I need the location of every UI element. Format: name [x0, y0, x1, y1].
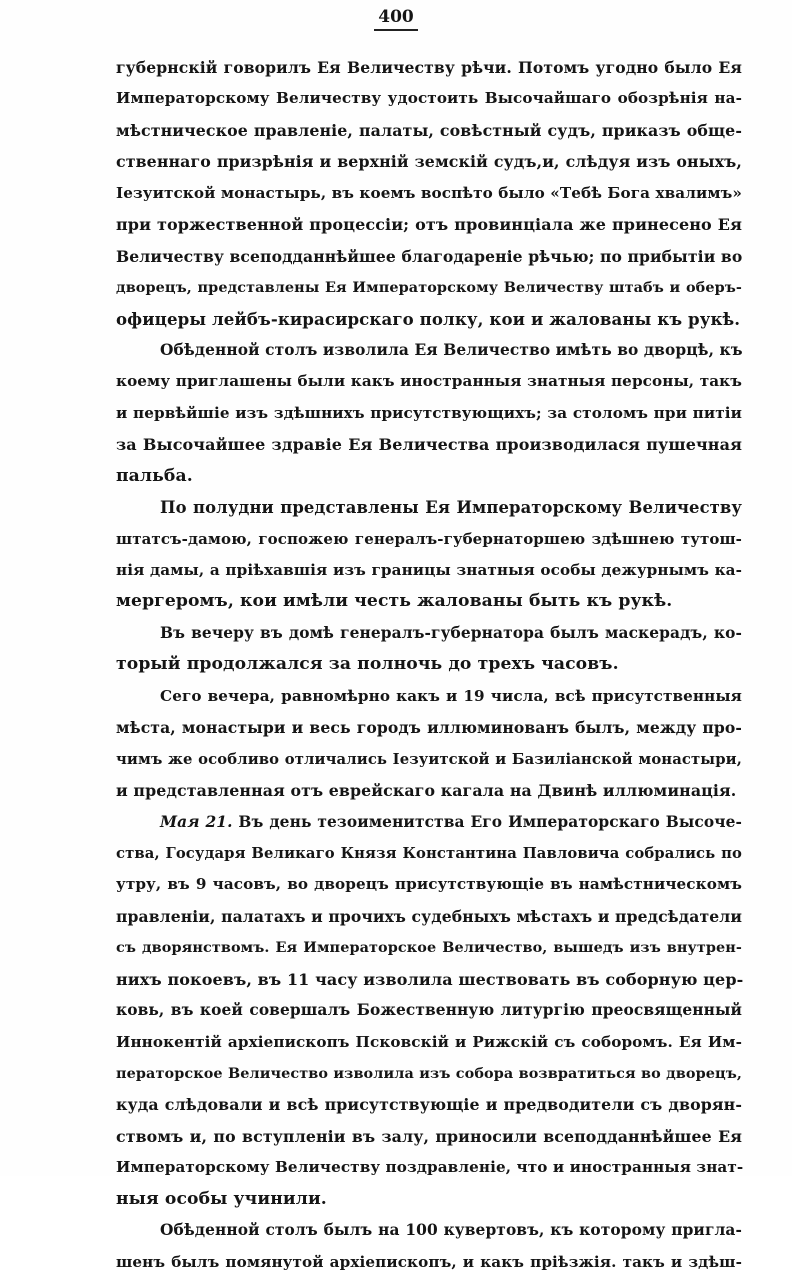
date-mark: Мая 21.: [160, 812, 233, 831]
paragraph-start-line: По полудни представлены Ея Императорскому Величеству: [160, 498, 742, 518]
text-line: нія дамы, а пріѣхавшія изъ границы знатныя особы дежурнымъ ка-: [116, 561, 742, 579]
text-line-content: Въ день тезоименитства Его Императорскаго Высоче-: [238, 812, 742, 831]
text-line: мергеромъ, кои имѣли честь жалованы быть къ рукѣ.: [116, 591, 673, 612]
text-line: и представленная отъ еврейскаго кагала на Двинѣ иллюминація.: [116, 781, 737, 801]
text-line: утру, въ 9 часовъ, во дворецъ присутствующіе въ намѣстническомъ: [116, 875, 742, 894]
text-line: Іезуитской монастырь, въ коемъ воспѣто было «Тебѣ Бога хвалимъ»: [116, 183, 742, 202]
text-line: Величеству всеподданнѣйшее благодареніе рѣчью; по прибытіи во: [116, 246, 743, 266]
text-line: и первѣйшіе изъ здѣшнихъ присутствующихъ; за столомъ при питіи: [116, 403, 742, 422]
text-line: ства, Государя Великаго Князя Константина Павловича собрались по: [116, 844, 742, 862]
text-line: при торжественной процессіи; отъ провинціала же принесено Ея: [116, 215, 742, 235]
page-number-text: 400: [374, 6, 418, 31]
text-line: Иннокентій архіепископъ Псковскій и Рижскій съ соборомъ. Ея Им-: [116, 1032, 742, 1051]
text-line: чимъ же особливо отличались Іезуитской и Базиліанской монастыри,: [116, 750, 742, 768]
text-line: ператорское Величество изволила изъ собора возвратиться во дворецъ,: [116, 1065, 742, 1082]
page-number: [0, 6, 792, 31]
text-line: ныя особы учинили.: [116, 1188, 327, 1209]
paragraph-start-line: Обѣденной столъ былъ на 100 кувертовъ, къ которому пригла-: [160, 1221, 742, 1240]
text-line: торый продолжался за полночь до трехъ часовъ.: [116, 654, 619, 675]
text-line: шенъ былъ помянутой архіепископъ, и какъ пріѣзжія. такъ и здѣш-: [116, 1252, 742, 1271]
text-line: ковь, въ коей совершалъ Божественную литургію преосвященный: [116, 1001, 742, 1020]
paragraph-start-line: Сего вечера, равномѣрно какъ и 19 числа, всѣ присутственныя: [160, 686, 742, 705]
text-line: коему приглашены были какъ иностранныя знатныя персоны, такъ: [116, 372, 742, 391]
text-line: Императорскому Величеству удостоить Высочайшаго обозрѣнія на-: [116, 89, 742, 108]
text-line: губернскій говорилъ Ея Величеству рѣчи. Потомъ угодно было Ея: [116, 58, 742, 77]
text-line: мѣста, монастыри и весь городъ иллюминованъ былъ, между про-: [116, 718, 742, 738]
text-line: съ дворянствомъ. Ея Императорское Величество, вышедъ изъ внутрен-: [116, 939, 742, 957]
text-line: правленіи, палатахъ и прочихъ судебныхъ мѣстахъ и предсѣдатели: [116, 906, 742, 926]
text-line: нихъ покоевъ, въ 11 часу изволила шествовать въ соборную цер-: [116, 969, 744, 989]
body-text: [116, 52, 742, 1278]
text-line: мѣстническое правленіе, палаты, совѣстный судъ, приказъ обще-: [116, 120, 742, 140]
paragraph-start-line: [116, 807, 742, 838]
text-line: за Высочайшее здравіе Ея Величества производилася пушечная: [116, 435, 742, 455]
text-line: ствомъ и, по вступленіи въ залу, приносили всеподданнѣйшее Ея: [116, 1126, 742, 1146]
text-line: ственнаго призрѣнія и верхній земскій судъ,и, слѣдуя изъ оныхъ,: [116, 152, 742, 172]
text-line: пальба.: [116, 465, 193, 486]
text-line: дворецъ, представлены Ея Императорскому Величеству штабъ и оберъ-: [116, 279, 742, 297]
paragraph-start-line: Въ вечеру въ домѣ генералъ-губернатора былъ маскерадъ, ко-: [160, 623, 742, 642]
text-line: штатсъ-дамою, госпожею генералъ-губернаторшею здѣшнею тутош-: [116, 529, 742, 548]
text-line: куда слѣдовали и всѣ присутствующіе и предводители съ дворян-: [116, 1095, 742, 1115]
text-line: офицеры лейбъ-кирасирскаго полку, кои и жалованы къ рукѣ.: [116, 308, 741, 329]
paragraph-start-line: Обѣденной столъ изволила Ея Величество имѣть во дворцѣ, къ: [160, 340, 743, 359]
text-line: Императорскому Величеству поздравленіе, что и иностранныя знат-: [116, 1158, 744, 1177]
